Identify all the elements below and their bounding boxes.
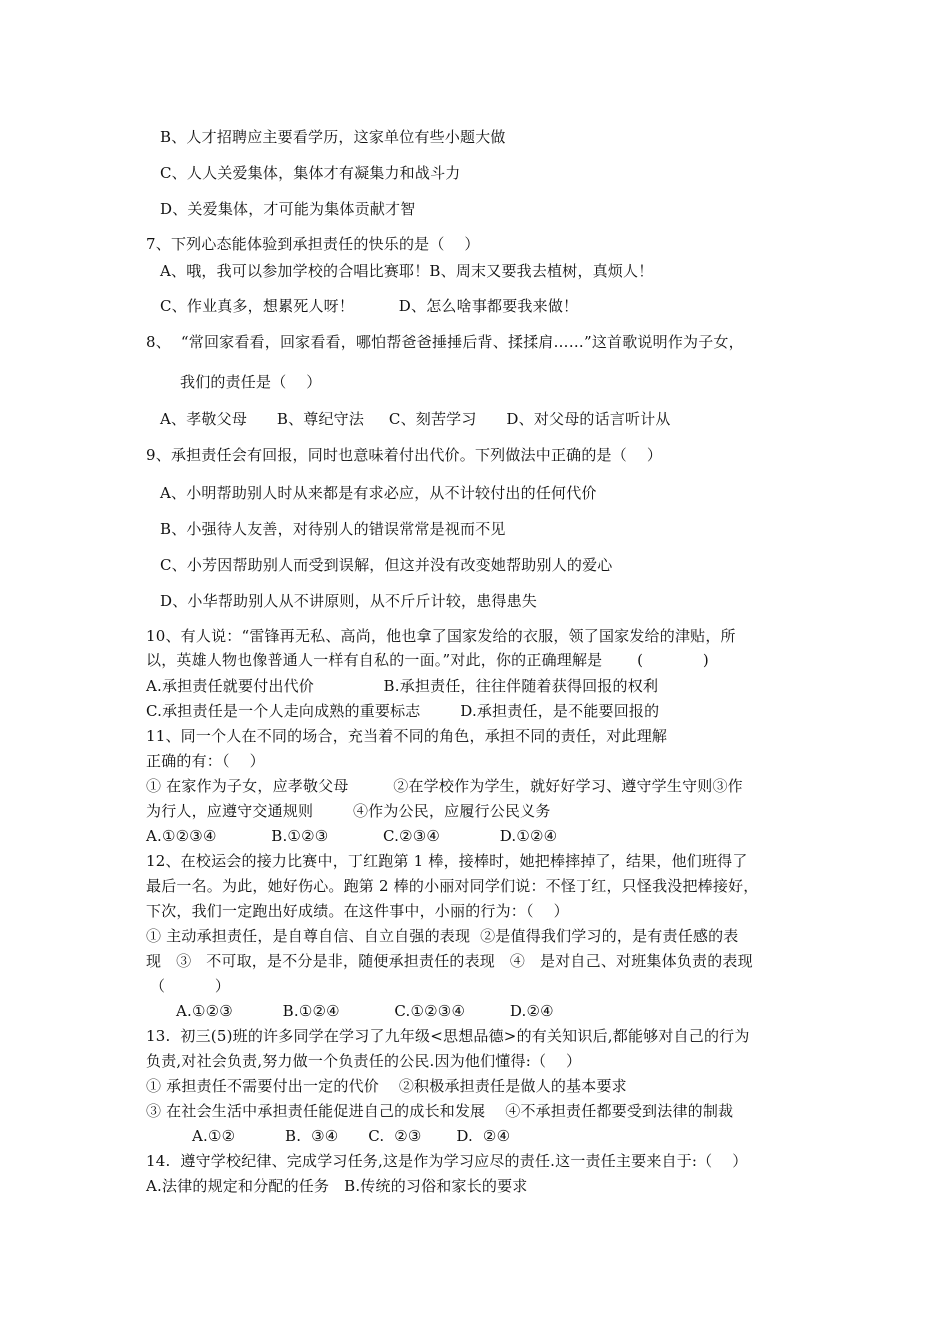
option-9a: A、小明帮助别人时从来都是有求必应，从不计较付出的任何代价 [160, 484, 597, 502]
question-8-cont: 我们的责任是（ ） [180, 373, 322, 391]
options-12: A.①②③ B.①②④ C.①②③④ D.②④ [176, 1002, 554, 1020]
question-13-cont: 负责,对社会负责,努力做一个负责任的公民.因为他们懂得:（ ） [146, 1052, 582, 1070]
option-9b: B、小强待人友善，对待别人的错误常常是视而不见 [160, 520, 506, 538]
question-11-cont: 正确的有：（ ） [146, 752, 265, 770]
question-10: 10、有人说：“雷锋再无私、高尚，他也拿了国家发给的衣服，领了国家发给的津贴，所 [146, 627, 736, 645]
question-11: 11、同一个人在不同的场合，充当着不同的角色，承担不同的责任，对此理解 [146, 727, 668, 745]
question-12-cont2: 下次，我们一定跑出好成绩。在这件事中，小丽的行为：（ ） [146, 902, 569, 920]
option-9c: C、小芳因帮助别人而受到误解，但这并没有改变她帮助别人的爱心 [160, 556, 613, 574]
statements-13a: ① 承担责任不需要付出一定的代价 ②积极承担责任是做人的基本要求 [146, 1077, 627, 1095]
question-12: 12、在校运会的接力比赛中，丁红跑第 1 棒，接棒时，她把棒摔掉了，结果，他们班得了 [146, 852, 748, 870]
question-7: 7、下列心态能体验到承担责任的快乐的是（ ） [146, 235, 480, 253]
option-6c: C、人人关爱集体，集体才有凝集力和战斗力 [160, 164, 461, 182]
options-8: A、孝敬父母 B、尊纪守法 C、刻苦学习 D、对父母的话言听计从 [160, 410, 671, 428]
question-14: 14. 遵守学校纪律、完成学习任务,这是作为学习应尽的责任.这一责任主要来自于:（ ） [146, 1152, 748, 1170]
options-7cd: C、作业真多，想累死人呀！ D、怎么啥事都要我来做！ [160, 297, 579, 315]
statements-12a: ① 主动承担责任，是自尊自信、自立自强的表现 ②是值得我们学习的，是有责任感的表 [146, 927, 739, 945]
question-8: 8、 “常回家看看，回家看看，哪怕帮爸爸捶捶后背、揉揉肩……”这首歌说明作为子女， [146, 333, 744, 351]
statements-13b: ③ 在社会生活中承担责任能促进自己的成长和发展 ④不承担责任都要受到法律的制裁 [146, 1102, 734, 1120]
options-7ab: A、哦，我可以参加学校的合唱比赛耶！B、周末又要我去植树，真烦人！ [160, 262, 654, 280]
question-13: 13. 初三(5)班的许多同学在学习了九年级<思想品德>的有关知识后,都能够对自己的行为 [146, 1027, 750, 1045]
option-9d: D、小华帮助别人从不讲原则，从不斤斤计较，患得患失 [160, 592, 538, 610]
options-13: A.①② B. ③④ C. ②③ D. ②④ [192, 1127, 511, 1145]
question-10-cont: 以，英雄人物也像普通人一样有自私的一面。”对此，你的正确理解是 ( ) [146, 651, 709, 669]
options-11: A.①②③④ B.①②③ C.②③④ D.①②④ [146, 827, 558, 845]
options-10cd: C.承担责任是一个人走向成熟的重要标志 D.承担责任，是不能要回报的 [146, 702, 660, 720]
option-6d: D、关爱集体，才可能为集体贡献才智 [160, 200, 416, 218]
statements-11b: 为行人，应遵守交通规则 ④作为公民，应履行公民义务 [146, 802, 551, 820]
question-9: 9、承担责任会有回报，同时也意味着付出代价。下列做法中正确的是（ ） [146, 446, 663, 464]
options-10ab: A.承担责任就要付出代价 B.承担责任，往往伴随着获得回报的权利 [146, 677, 659, 695]
statements-11a: ① 在家作为子女，应孝敬父母 ②在学校作为学生，就好好学习、遵守学生守则③作 [146, 777, 743, 795]
option-6b: B、人才招聘应主要看学历，这家单位有些小题大做 [160, 128, 506, 146]
options-14ab: A.法律的规定和分配的任务 B.传统的习俗和家长的要求 [146, 1177, 528, 1195]
statements-12b: 现 ③ 不可取，是不分是非，随便承担责任的表现 ④ 是对自己、对班集体负责的表现 [146, 952, 753, 970]
answer-blank-12: （ ） [150, 977, 231, 995]
question-12-cont1: 最后一名。为此，她好伤心。跑第 2 棒的小丽对同学们说：不怪丁红，只怪我没把棒接好， [146, 877, 759, 895]
